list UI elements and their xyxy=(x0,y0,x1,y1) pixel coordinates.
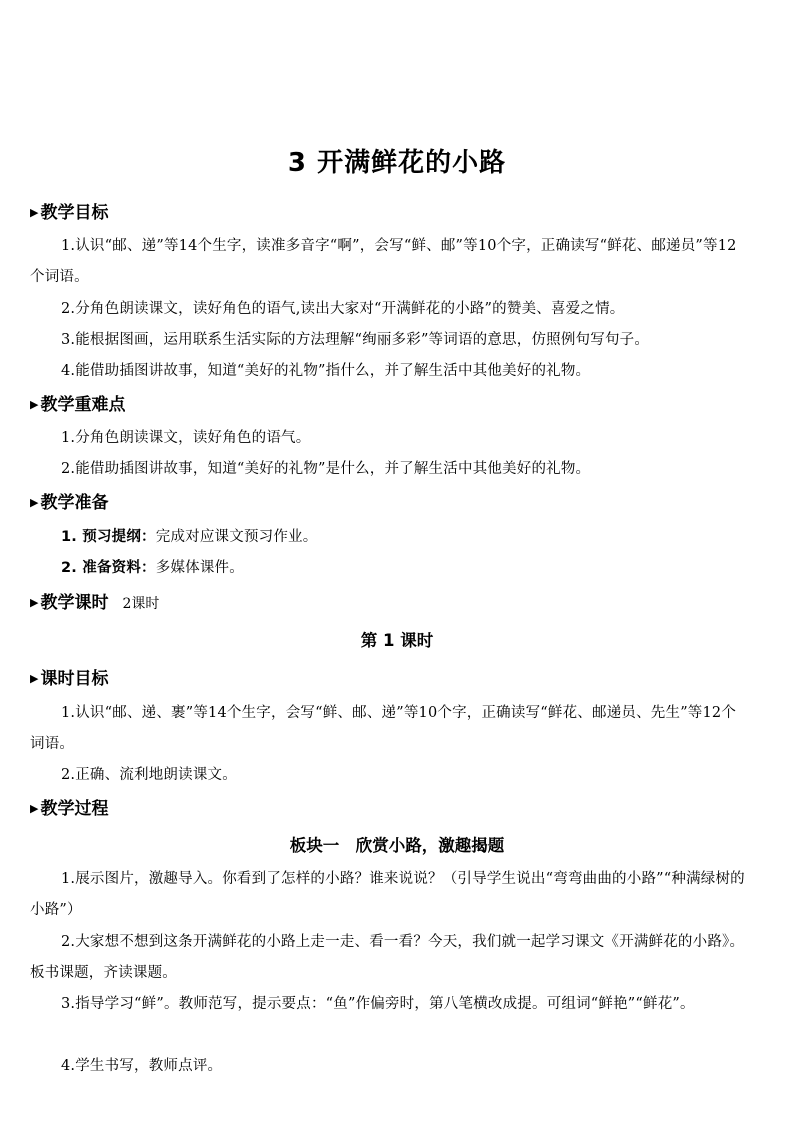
triangle-bullet-icon: ▶ xyxy=(30,496,39,509)
triangle-bullet-icon: ▶ xyxy=(30,802,39,815)
paragraph: 2.大家想不想到这条开满鲜花的小路上走一走、看一看？今天，我们就一起学习课文《开满鲜花的小路》。板书课题，齐读课题。 xyxy=(30,934,745,981)
triangle-bullet-icon: ▶ xyxy=(30,206,39,219)
section-heading-teaching-process xyxy=(30,797,108,821)
paragraph: 1.认识“邮、递”等14个生字，读准多音字“啊”，会写“鲜、邮”等10个字，正确读写“鲜花、邮递员”等12个词语。 xyxy=(30,238,737,285)
section-heading-label: 教学目标 xyxy=(40,203,109,223)
page-title: 3 开满鲜花的小路 xyxy=(287,148,507,178)
section-heading-label: 教学准备 xyxy=(40,493,109,513)
lesson-title: 第 1 课时 xyxy=(360,631,434,650)
block-title: 板块一 欣赏小路，激趣揭题 xyxy=(289,836,505,855)
section-heading-teaching-hours xyxy=(30,591,159,616)
triangle-bullet-icon: ▶ xyxy=(30,596,39,609)
section-heading-label: 课时目标 xyxy=(40,669,109,689)
paragraph: 4.学生书写，教师点评。 xyxy=(61,1058,223,1074)
paragraph: 3.指导学习“鲜”。教师范写，提示要点：“鱼”作偏旁时，第八笔横改成提。可组词“鲜艳”“鲜花”。 xyxy=(61,996,695,1012)
prep-label: 1. 预习提纲： xyxy=(61,529,156,545)
paragraph: 2.分角色朗读课文，读好角色的语气,读出大家对“开满鲜花的小路”的赞美、喜爱之情。 xyxy=(61,301,625,317)
prep-text: 多媒体课件。 xyxy=(155,560,244,576)
prep-text: 完成对应课文预习作业。 xyxy=(155,529,318,545)
paragraph: 3.能根据图画，运用联系生活实际的方法理解“绚丽多彩”等词语的意思，仿照例句写句子。 xyxy=(61,332,650,348)
section-heading-lesson-goals xyxy=(30,667,108,691)
prep-label: 2. 准备资料： xyxy=(61,560,156,576)
section-heading-label: 教学重难点 xyxy=(40,395,126,415)
paragraph: 2.能借助插图讲故事，知道“美好的礼物”是什么，并了解生活中其他美好的礼物。 xyxy=(61,461,591,477)
section-heading-teaching-goals xyxy=(30,201,108,225)
triangle-bullet-icon: ▶ xyxy=(30,672,39,685)
section-heading-preparation xyxy=(30,491,108,515)
teaching-hours-value: 2课时 xyxy=(122,596,160,612)
paragraph xyxy=(30,553,750,584)
section-heading-key-points xyxy=(30,393,125,417)
triangle-bullet-icon: ▶ xyxy=(30,398,39,411)
paragraph: 4.能借助插图讲故事，知道“美好的礼物”指什么，并了解生活中其他美好的礼物。 xyxy=(61,363,591,379)
paragraph: 1.展示图片，激趣导入。你看到了怎样的小路？谁来说说？（引导学生说出“弯弯曲曲的小路”“种满绿树的小路”） xyxy=(30,871,745,918)
section-heading-label: 教学过程 xyxy=(40,799,109,819)
paragraph: 2.正确、流利地朗读课文。 xyxy=(61,767,237,783)
paragraph: 1.认识“邮、递、裹”等14个生字，会写“鲜、邮、递”等10个字，正确读写“鲜花、邮递员、先生”等12个词语。 xyxy=(30,705,737,752)
section-heading-label: 教学课时 xyxy=(40,593,109,613)
paragraph: 1.分角色朗读课文，读好角色的语气。 xyxy=(61,430,311,446)
paragraph xyxy=(30,522,750,553)
